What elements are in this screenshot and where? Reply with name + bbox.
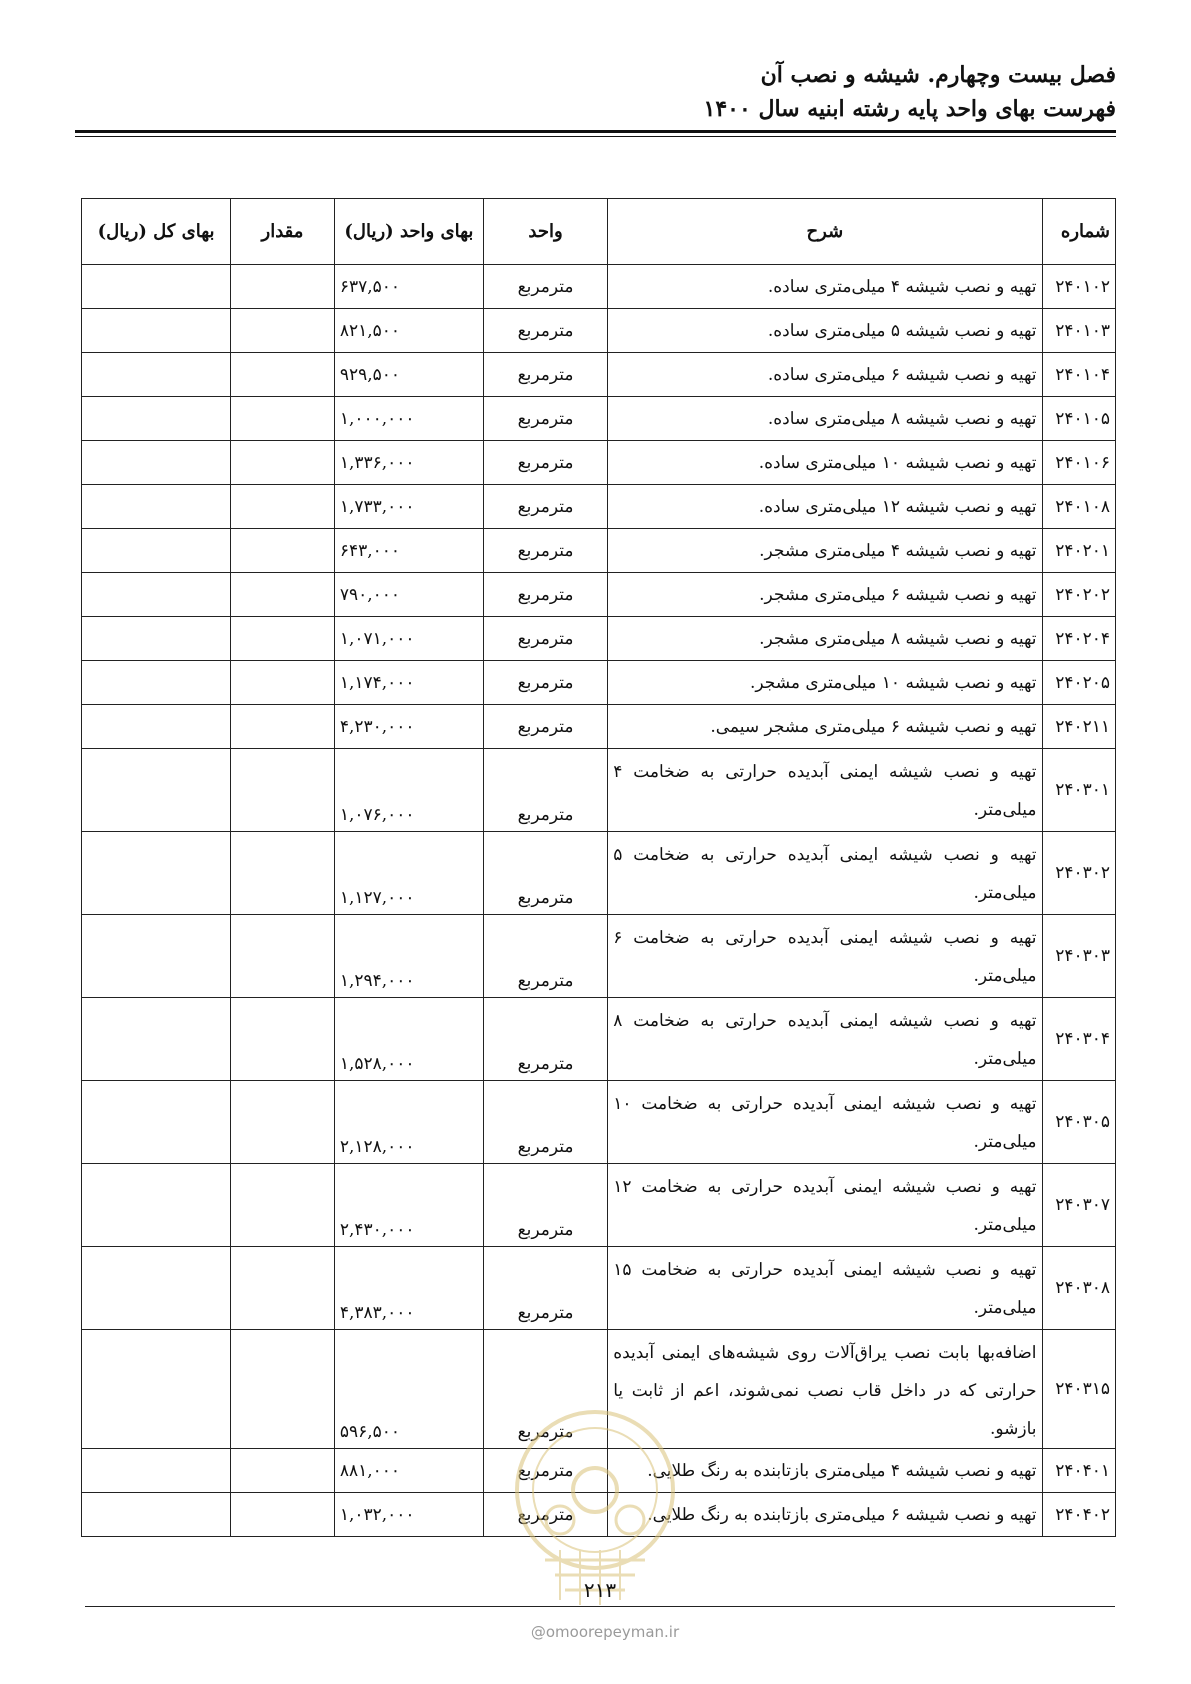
row-total-price xyxy=(82,1493,231,1537)
row-quantity xyxy=(231,915,335,998)
row-total-price xyxy=(82,353,231,397)
row-quantity xyxy=(231,661,335,705)
table-row xyxy=(82,617,1116,661)
row-unit: مترمربع xyxy=(483,1449,607,1493)
row-quantity xyxy=(231,529,335,573)
row-total-price xyxy=(82,832,231,915)
row-unit: مترمربع xyxy=(483,441,607,485)
row-quantity xyxy=(231,1449,335,1493)
row-unit: مترمربع xyxy=(483,1081,607,1164)
row-code: ۲۴۰۲۰۲ xyxy=(1042,573,1115,617)
row-quantity xyxy=(231,617,335,661)
footer-rule xyxy=(85,1606,1115,1607)
row-unit-price: ۷۹۰,۰۰۰ xyxy=(334,573,483,617)
row-quantity xyxy=(231,1330,335,1449)
row-unit: مترمربع xyxy=(483,573,607,617)
row-code: ۲۴۰۳۰۸ xyxy=(1042,1247,1115,1330)
column-header-unit: واحد xyxy=(483,199,607,265)
page-header xyxy=(76,58,1116,126)
table-row xyxy=(82,661,1116,705)
row-quantity xyxy=(231,749,335,832)
row-code: ۲۴۰۱۰۲ xyxy=(1042,265,1115,309)
row-quantity xyxy=(231,1493,335,1537)
row-description: تهیه و نصب شیشه ایمنی آبدیده حرارتی به ضخامت ۸ میلی‌متر. xyxy=(608,998,1042,1081)
row-quantity xyxy=(231,832,335,915)
row-quantity xyxy=(231,397,335,441)
row-quantity xyxy=(231,1247,335,1330)
table-header-row xyxy=(82,199,1116,265)
table-row xyxy=(82,832,1116,915)
row-unit-price: ۱,۱۲۷,۰۰۰ xyxy=(334,832,483,915)
row-total-price xyxy=(82,915,231,998)
row-total-price xyxy=(82,1449,231,1493)
row-total-price xyxy=(82,1081,231,1164)
row-unit: مترمربع xyxy=(483,832,607,915)
chapter-title: فصل بیست وچهارم. شیشه و نصب آن xyxy=(760,62,1116,88)
row-unit-price: ۱,۱۷۴,۰۰۰ xyxy=(334,661,483,705)
column-header-total-price: بهای کل (ریال) xyxy=(82,199,231,265)
table-row xyxy=(82,1247,1116,1330)
row-unit: مترمربع xyxy=(483,705,607,749)
row-total-price xyxy=(82,1247,231,1330)
row-code: ۲۴۰۴۰۱ xyxy=(1042,1449,1115,1493)
row-description: تهیه و نصب شیشه ۵ میلی‌متری ساده. xyxy=(608,309,1042,353)
row-quantity xyxy=(231,353,335,397)
row-total-price xyxy=(82,397,231,441)
table-row xyxy=(82,1081,1116,1164)
table-row xyxy=(82,353,1116,397)
row-code: ۲۴۰۲۰۱ xyxy=(1042,529,1115,573)
row-unit: مترمربع xyxy=(483,309,607,353)
row-quantity xyxy=(231,705,335,749)
row-unit-price: ۲,۴۳۰,۰۰۰ xyxy=(334,1164,483,1247)
table-row xyxy=(82,705,1116,749)
row-unit: مترمربع xyxy=(483,397,607,441)
table-row xyxy=(82,749,1116,832)
row-total-price xyxy=(82,485,231,529)
row-description: تهیه و نصب شیشه ایمنی آبدیده حرارتی به ضخامت ۵ میلی‌متر. xyxy=(608,832,1042,915)
price-table-body xyxy=(82,265,1116,1537)
column-header-code: شماره xyxy=(1042,199,1115,265)
row-quantity xyxy=(231,573,335,617)
row-description: تهیه و نصب شیشه ایمنی آبدیده حرارتی به ضخامت ۱۰ میلی‌متر. xyxy=(608,1081,1042,1164)
table-row xyxy=(82,915,1116,998)
row-total-price xyxy=(82,661,231,705)
header-rule-thick xyxy=(75,130,1116,133)
row-total-price xyxy=(82,529,231,573)
row-unit: مترمربع xyxy=(483,485,607,529)
row-unit: مترمربع xyxy=(483,265,607,309)
row-unit-price: ۸۲۱,۵۰۰ xyxy=(334,309,483,353)
row-total-price xyxy=(82,1330,231,1449)
row-unit-price: ۶۳۷,۵۰۰ xyxy=(334,265,483,309)
row-code: ۲۴۰۱۰۵ xyxy=(1042,397,1115,441)
watermark-text: @omoorepeyman.ir xyxy=(530,1623,680,1641)
row-description: تهیه و نصب شیشه ۱۰ میلی‌متری ساده. xyxy=(608,441,1042,485)
row-unit: مترمربع xyxy=(483,1330,607,1449)
row-code: ۲۴۰۳۱۵ xyxy=(1042,1330,1115,1449)
row-description: اضافه‌بها بابت نصب یراق‌آلات روی شیشه‌های ایمنی آبدیده حرارتی که در داخل قاب نصب نمی‌شوند، اعم از ثابت یا بازشو. xyxy=(608,1330,1042,1449)
row-unit: مترمربع xyxy=(483,617,607,661)
row-description: تهیه و نصب شیشه ۶ میلی‌متری بازتابنده به رنگ طلایی. xyxy=(608,1493,1042,1537)
row-unit-price: ۱,۰۳۲,۰۰۰ xyxy=(334,1493,483,1537)
row-description: تهیه و نصب شیشه ۶ میلی‌متری ساده. xyxy=(608,353,1042,397)
row-unit-price: ۱,۷۳۳,۰۰۰ xyxy=(334,485,483,529)
row-unit: مترمربع xyxy=(483,1493,607,1537)
row-quantity xyxy=(231,309,335,353)
row-unit-price: ۱,۲۹۴,۰۰۰ xyxy=(334,915,483,998)
row-unit-price: ۱,۰۷۱,۰۰۰ xyxy=(334,617,483,661)
row-description: تهیه و نصب شیشه ایمنی آبدیده حرارتی به ضخامت ۱۲ میلی‌متر. xyxy=(608,1164,1042,1247)
row-quantity xyxy=(231,998,335,1081)
column-header-description: شرح xyxy=(608,199,1042,265)
row-unit-price: ۲,۱۲۸,۰۰۰ xyxy=(334,1081,483,1164)
table-row xyxy=(82,265,1116,309)
row-code: ۲۴۰۱۰۶ xyxy=(1042,441,1115,485)
row-code: ۲۴۰۳۰۵ xyxy=(1042,1081,1115,1164)
row-unit-price: ۸۸۱,۰۰۰ xyxy=(334,1449,483,1493)
row-code: ۲۴۰۱۰۸ xyxy=(1042,485,1115,529)
row-description: تهیه و نصب شیشه ۸ میلی‌متری ساده. xyxy=(608,397,1042,441)
row-total-price xyxy=(82,617,231,661)
row-unit: مترمربع xyxy=(483,529,607,573)
row-code: ۲۴۰۱۰۴ xyxy=(1042,353,1115,397)
row-unit-price: ۱,۰۰۰,۰۰۰ xyxy=(334,397,483,441)
row-unit: مترمربع xyxy=(483,998,607,1081)
row-quantity xyxy=(231,485,335,529)
row-quantity xyxy=(231,1081,335,1164)
table-row xyxy=(82,309,1116,353)
row-code: ۲۴۰۱۰۳ xyxy=(1042,309,1115,353)
row-unit-price: ۵۹۶,۵۰۰ xyxy=(334,1330,483,1449)
row-code: ۲۴۰۲۰۵ xyxy=(1042,661,1115,705)
row-unit-price: ۴,۲۳۰,۰۰۰ xyxy=(334,705,483,749)
row-description: تهیه و نصب شیشه ۶ میلی‌متری مشجر. xyxy=(608,573,1042,617)
row-description: تهیه و نصب شیشه ۱۲ میلی‌متری ساده. xyxy=(608,485,1042,529)
row-code: ۲۴۰۴۰۲ xyxy=(1042,1493,1115,1537)
row-code: ۲۴۰۳۰۷ xyxy=(1042,1164,1115,1247)
row-code: ۲۴۰۳۰۲ xyxy=(1042,832,1115,915)
row-unit: مترمربع xyxy=(483,1164,607,1247)
row-unit-price: ۱,۰۷۶,۰۰۰ xyxy=(334,749,483,832)
row-total-price xyxy=(82,705,231,749)
row-total-price xyxy=(82,749,231,832)
row-code: ۲۴۰۳۰۱ xyxy=(1042,749,1115,832)
row-total-price xyxy=(82,1164,231,1247)
table-row xyxy=(82,529,1116,573)
row-description: تهیه و نصب شیشه ۸ میلی‌متری مشجر. xyxy=(608,617,1042,661)
row-code: ۲۴۰۳۰۳ xyxy=(1042,915,1115,998)
row-description: تهیه و نصب شیشه ۴ میلی‌متری مشجر. xyxy=(608,529,1042,573)
row-quantity xyxy=(231,265,335,309)
row-description: تهیه و نصب شیشه ۴ میلی‌متری بازتابنده به رنگ طلایی. xyxy=(608,1449,1042,1493)
row-unit-price: ۱,۳۳۶,۰۰۰ xyxy=(334,441,483,485)
column-header-quantity: مقدار xyxy=(231,199,335,265)
row-unit-price: ۶۴۳,۰۰۰ xyxy=(334,529,483,573)
row-description: تهیه و نصب شیشه ایمنی آبدیده حرارتی به ضخامت ۱۵ میلی‌متر. xyxy=(608,1247,1042,1330)
row-code: ۲۴۰۲۱۱ xyxy=(1042,705,1115,749)
table-row xyxy=(82,1164,1116,1247)
table-row xyxy=(82,485,1116,529)
row-total-price xyxy=(82,573,231,617)
price-table xyxy=(81,198,1116,1537)
page-number: ۲۱۳ xyxy=(583,1578,617,1602)
row-total-price xyxy=(82,441,231,485)
table-row xyxy=(82,441,1116,485)
row-unit: مترمربع xyxy=(483,1247,607,1330)
row-unit: مترمربع xyxy=(483,749,607,832)
price-list-title: فهرست بهای واحد پایه رشته ابنیه سال ۱۴۰۰ xyxy=(703,96,1116,122)
row-unit: مترمربع xyxy=(483,661,607,705)
row-code: ۲۴۰۳۰۴ xyxy=(1042,998,1115,1081)
column-header-unit-price: بهای واحد (ریال) xyxy=(334,199,483,265)
row-description: تهیه و نصب شیشه ۱۰ میلی‌متری مشجر. xyxy=(608,661,1042,705)
table-row xyxy=(82,397,1116,441)
row-description: تهیه و نصب شیشه ایمنی آبدیده حرارتی به ضخامت ۶ میلی‌متر. xyxy=(608,915,1042,998)
row-unit-price: ۱,۵۲۸,۰۰۰ xyxy=(334,998,483,1081)
row-description: تهیه و نصب شیشه ایمنی آبدیده حرارتی به ضخامت ۴ میلی‌متر. xyxy=(608,749,1042,832)
table-row xyxy=(82,573,1116,617)
row-unit-price: ۴,۳۸۳,۰۰۰ xyxy=(334,1247,483,1330)
row-quantity xyxy=(231,441,335,485)
table-row xyxy=(82,998,1116,1081)
row-unit: مترمربع xyxy=(483,915,607,998)
header-rule-thin xyxy=(75,136,1116,137)
row-unit: مترمربع xyxy=(483,353,607,397)
row-description: تهیه و نصب شیشه ۶ میلی‌متری مشجر سیمی. xyxy=(608,705,1042,749)
row-description: تهیه و نصب شیشه ۴ میلی‌متری ساده. xyxy=(608,265,1042,309)
row-total-price xyxy=(82,309,231,353)
row-total-price xyxy=(82,265,231,309)
row-total-price xyxy=(82,998,231,1081)
row-quantity xyxy=(231,1164,335,1247)
row-code: ۲۴۰۲۰۴ xyxy=(1042,617,1115,661)
row-unit-price: ۹۲۹,۵۰۰ xyxy=(334,353,483,397)
